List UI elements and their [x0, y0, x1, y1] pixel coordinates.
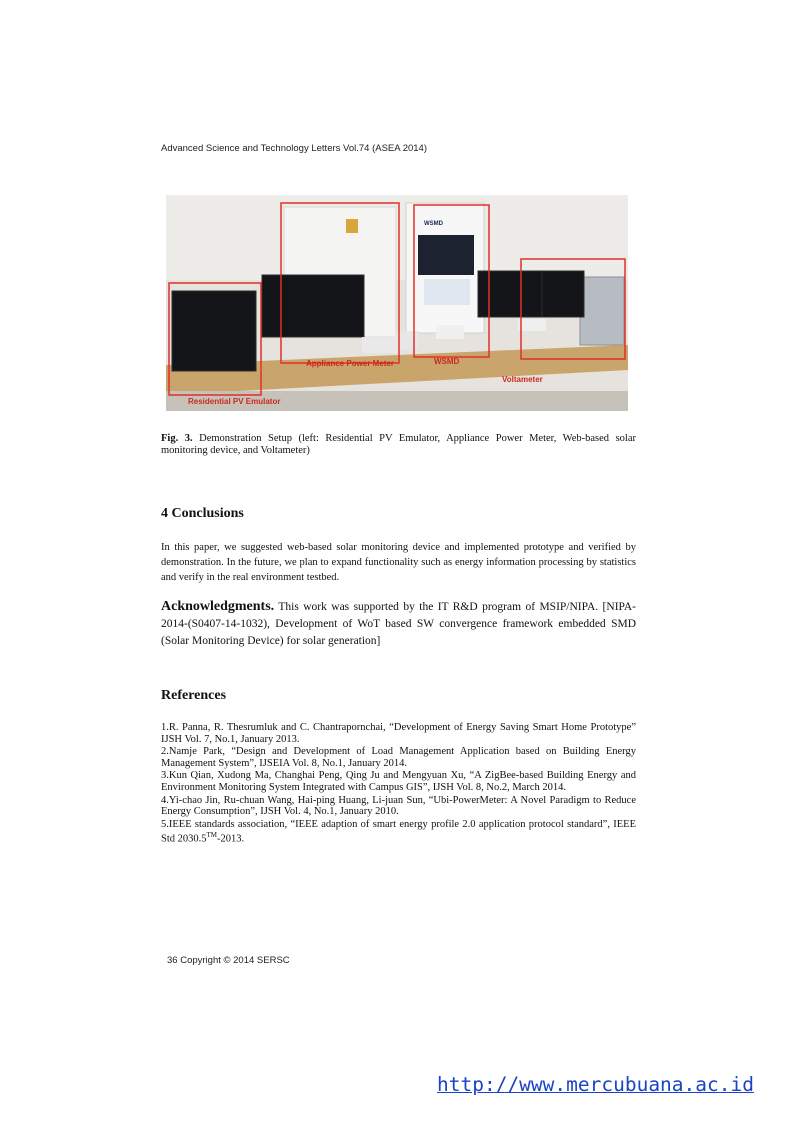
reference-item: 4.Yi-chao Jin, Ru-chuan Wang, Hai-ping Huang, Li-juan Sun, “Ubi-PowerMeter: A Novel Paradigm to Reduce Energy Consumption”, IJSH Vol. 4, No.1, January 2010.	[161, 794, 636, 818]
label-voltameter: Voltameter	[502, 375, 543, 384]
reference-5-year: -2013.	[217, 833, 245, 845]
reference-item: 3.Kun Qian, Xudong Ma, Changhai Peng, Qing Ju and Mengyuan Xu, “A ZigBee-based Building Energy and Environment Monitoring System Integrated with Campus GIS”, IJSH Vol. 8, No.2, March 2014.	[161, 770, 636, 793]
references-heading: References	[161, 688, 227, 703]
figure-demonstration-photo	[166, 195, 628, 411]
reference-item: 2.Namje Park, “Design and Development of Load Management Application based on Building Energy Management System”, IJSEIA Vol. 8, No.1, January 2014.	[161, 746, 636, 769]
label-appliance-power-meter: Appliance Power Meter	[306, 359, 395, 368]
conclusions-text: In this paper, we suggested web-based solar monitoring device and implemented prototype and verified by demonstration. In the future, we plan to expand functionality such as energy information processing by statistics and verify in the real environment testbed.	[161, 542, 636, 583]
page-footer: 36 Copyright © 2014 SERSC	[167, 955, 290, 966]
mercubuana-link[interactable]: http://www.mercubuana.ac.id	[437, 1073, 754, 1096]
running-head: Advanced Science and Technology Letters Vol.74 (ASEA 2014)	[161, 143, 428, 154]
label-wsmd: WSMD	[434, 357, 460, 366]
label-pv-emulator: Residential PV Emulator	[188, 397, 281, 406]
references-list	[161, 722, 636, 846]
reference-5-trademark: TM	[206, 831, 218, 840]
figure-caption	[161, 433, 636, 457]
caption-text: Demonstration Setup (left: Residential PV Emulator, Appliance Power Meter, Web-based solar monitoring device, and Voltameter)	[161, 433, 636, 456]
label-panel-title: WSMD	[424, 221, 443, 227]
acknowledgments-text: This work was supported by the IT R&D program of MSIP/NIPA. [NIPA-2014-(S0407-14-1032), Development of WoT based SW convergence framework embedded SMD (Solar Monitoring Device) for solar generation]	[161, 601, 636, 647]
acknowledgments-lead: Acknowledgments.	[161, 599, 275, 614]
reference-item	[161, 819, 636, 846]
acknowledgments	[161, 598, 636, 650]
caption-lead: Fig. 3.	[161, 433, 193, 444]
reference-item: 1.R. Panna, R. Thesrumluk and C. Chantrapornchai, “Development of Energy Saving Smart Home Prototype” IJSH Vol. 7, No.1, January 2013.	[161, 722, 636, 745]
reference-5-text: 5.IEEE standards association, “IEEE adaption of smart energy profile 2.0 application protocol standard”, IEEE Std 2030.5	[161, 818, 636, 845]
conclusions-heading: 4 Conclusions	[161, 506, 244, 521]
